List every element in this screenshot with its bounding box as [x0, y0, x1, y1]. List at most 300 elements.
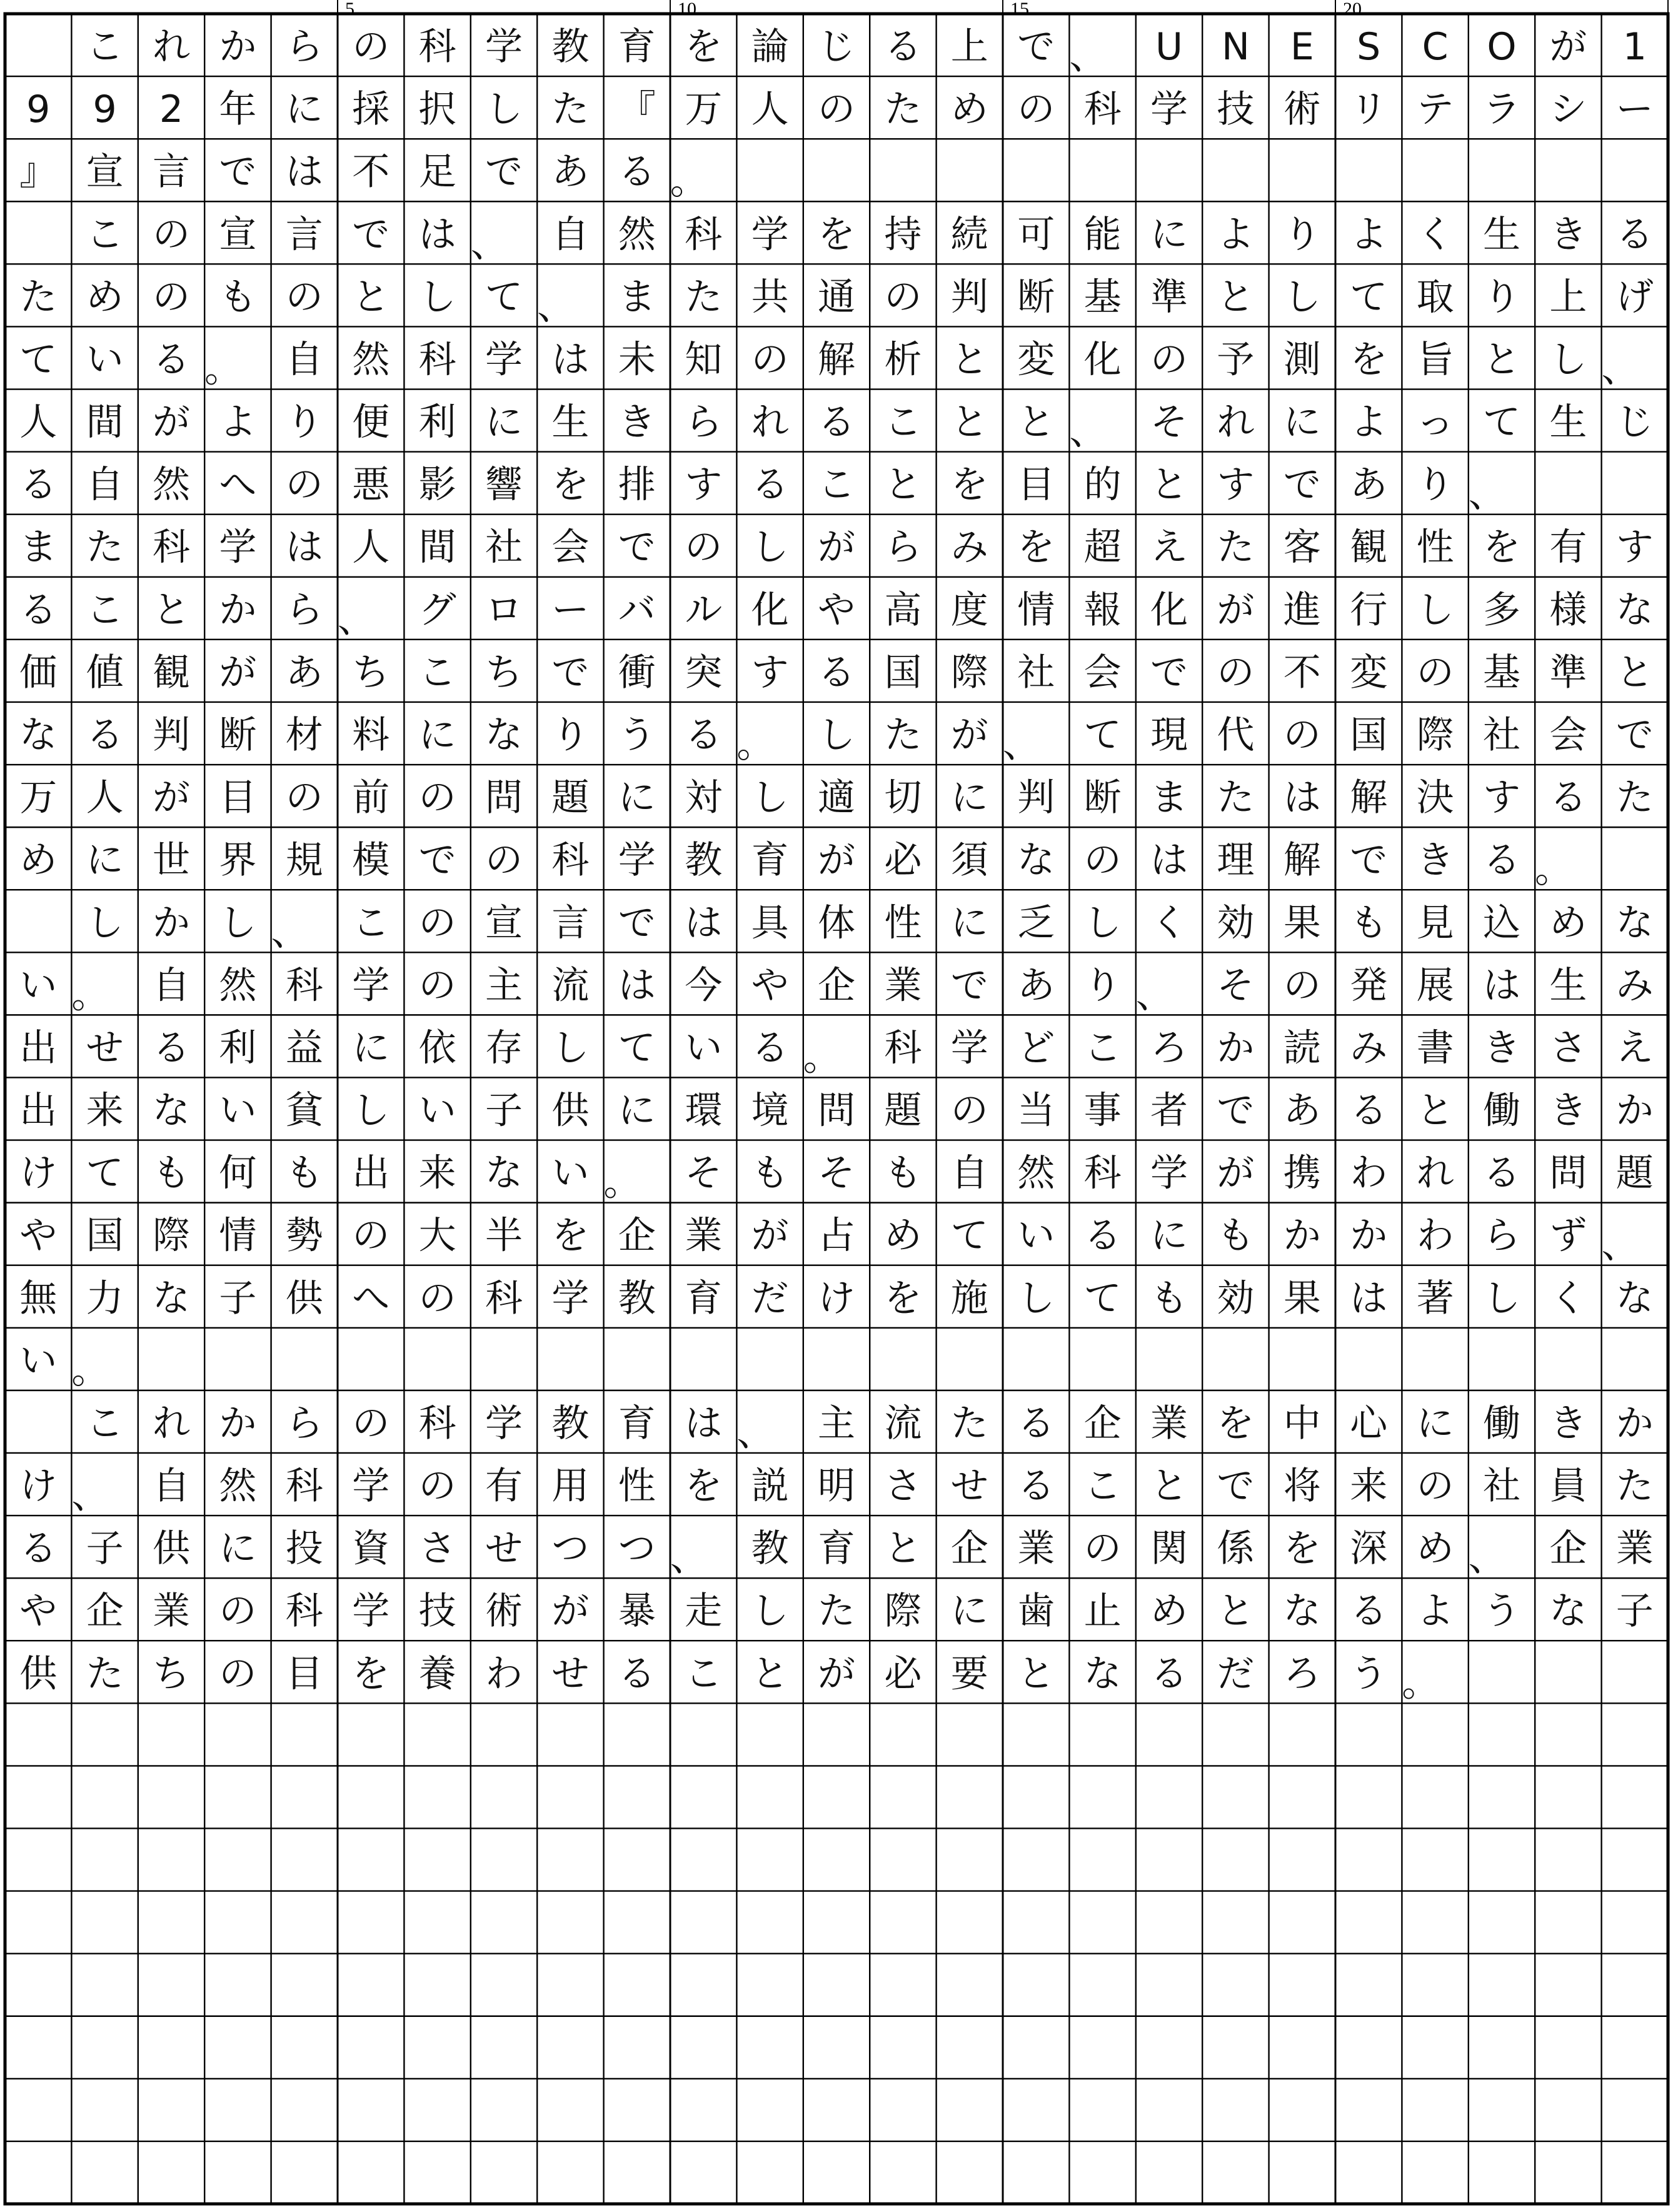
grid-character: し: [219, 901, 257, 945]
grid-character: て: [950, 1214, 988, 1258]
grid-character: 出: [19, 1026, 58, 1070]
grid-character: 学: [485, 338, 523, 382]
grid-character: も: [1350, 901, 1388, 945]
grid-character: は: [1150, 838, 1188, 883]
grid-character: を: [1283, 1527, 1321, 1571]
grid-character: 学: [352, 1464, 390, 1509]
grid-character: な: [19, 713, 58, 758]
grid-character: 必: [884, 1652, 922, 1696]
grid-character: 2: [159, 88, 184, 132]
grid-character: の: [1150, 338, 1188, 382]
grid-character: 1: [1622, 25, 1647, 69]
grid-character: 値: [86, 650, 124, 695]
grid-character: も: [1150, 1276, 1188, 1320]
grid-character: 国: [884, 650, 922, 695]
grid-character: こ: [86, 1401, 124, 1445]
grid-character: 業: [685, 1214, 723, 1258]
grid-character: そ: [685, 1151, 723, 1195]
grid-character: ま: [19, 525, 58, 570]
grid-character: 世: [153, 838, 190, 883]
grid-character: は: [551, 338, 590, 382]
grid-character: は: [685, 901, 723, 945]
grid-character: 人: [352, 525, 390, 570]
grid-character: 的: [1083, 463, 1122, 507]
grid-character: と: [352, 275, 390, 319]
grid-character: り: [551, 713, 590, 758]
grid-character: 然: [352, 338, 390, 382]
grid-character: 読: [1283, 1026, 1321, 1070]
grid-character: さ: [884, 1464, 922, 1509]
grid-character: 環: [685, 1088, 723, 1133]
grid-character: 将: [1283, 1464, 1321, 1509]
grid-character: う: [1350, 1652, 1388, 1696]
grid-character: つ: [618, 1527, 656, 1571]
grid-character: 技: [418, 1589, 456, 1634]
grid-character: 明: [818, 1464, 855, 1509]
grid-character: に: [950, 901, 988, 945]
grid-character: に: [1150, 213, 1188, 257]
grid-character: 材: [285, 713, 323, 758]
grid-character: 生: [1549, 400, 1587, 445]
grid-character: し: [1549, 338, 1587, 382]
grid-character: 然: [618, 213, 656, 257]
grid-character: の: [950, 1088, 988, 1133]
grid-character: あ: [551, 150, 590, 194]
grid-character: の: [285, 776, 323, 820]
grid-character: 間: [86, 400, 124, 445]
grid-character: 供: [19, 1652, 58, 1696]
grid-character: 。: [204, 347, 242, 391]
grid-character: 人: [19, 400, 58, 445]
grid-character: け: [818, 1276, 855, 1320]
grid-character: そ: [1150, 400, 1188, 445]
grid-character: る: [1083, 1214, 1122, 1258]
grid-character: も: [751, 1151, 789, 1195]
grid-character: か: [219, 25, 257, 69]
grid-character: の: [1416, 650, 1454, 695]
grid-character: 。: [1402, 1661, 1440, 1706]
ruler-number: 10: [678, 0, 696, 19]
grid-character: り: [1283, 213, 1321, 257]
grid-character: 進: [1283, 588, 1321, 632]
grid-character: で: [618, 525, 656, 570]
grid-character: 宣: [485, 901, 523, 945]
grid-character: し: [818, 713, 855, 758]
grid-character: と: [884, 463, 922, 507]
grid-character: が: [153, 776, 190, 820]
grid-character: 当: [1017, 1088, 1055, 1133]
grid-character: 題: [551, 776, 590, 820]
grid-character: の: [418, 776, 456, 820]
grid-character: け: [19, 1464, 58, 1509]
grid-character: 学: [950, 1026, 988, 1070]
grid-character: 持: [884, 213, 922, 257]
grid-character: 子: [86, 1527, 124, 1571]
grid-character: U: [1155, 25, 1183, 69]
grid-character: 教: [751, 1527, 789, 1571]
grid-character: め: [950, 88, 988, 132]
grid-character: 業: [1615, 1527, 1654, 1571]
grid-character: 。: [803, 1035, 841, 1080]
grid-character: 変: [1017, 338, 1055, 382]
grid-character: ら: [285, 588, 323, 632]
grid-character: あ: [285, 650, 323, 695]
grid-character: N: [1221, 25, 1250, 69]
grid-character: い: [219, 1088, 257, 1133]
grid-character: わ: [1350, 1151, 1388, 1195]
grid-character: 観: [153, 650, 190, 695]
grid-character: は: [1350, 1276, 1388, 1320]
grid-character: る: [19, 463, 58, 507]
grid-character: る: [19, 1527, 58, 1571]
grid-character: 基: [1483, 650, 1520, 695]
grid-character: 貧: [285, 1088, 323, 1133]
grid-character: せ: [950, 1464, 988, 1509]
grid-character: 業: [153, 1589, 190, 1634]
grid-character: 解: [818, 338, 855, 382]
grid-character: と: [950, 400, 988, 445]
grid-character: ロ: [485, 588, 523, 632]
grid-character: に: [86, 838, 124, 883]
grid-character: し: [1017, 1276, 1055, 1320]
grid-character: へ: [219, 463, 257, 507]
grid-character: 境: [751, 1088, 789, 1133]
grid-character: 有: [485, 1464, 523, 1509]
grid-character: 9: [93, 88, 117, 132]
grid-character: 養: [418, 1652, 456, 1696]
grid-character: 料: [352, 713, 390, 758]
grid-character: 著: [1416, 1276, 1454, 1320]
grid-character: は: [1483, 963, 1520, 1008]
grid-character: め: [1416, 1527, 1454, 1571]
grid-character: を: [685, 25, 723, 69]
grid-character: く: [1150, 901, 1188, 945]
grid-character: 予: [1217, 338, 1255, 382]
grid-character: 心: [1350, 1401, 1388, 1445]
grid-character: せ: [485, 1527, 523, 1571]
grid-character: な: [153, 1276, 190, 1320]
grid-character: 性: [618, 1464, 656, 1509]
grid-character: で: [1217, 1088, 1255, 1133]
grid-character: と: [751, 1652, 789, 1696]
grid-character: な: [153, 1088, 190, 1133]
grid-character: 術: [485, 1589, 523, 1634]
grid-character: 。: [71, 1348, 109, 1392]
grid-character: こ: [818, 463, 855, 507]
grid-character: て: [86, 1151, 124, 1195]
grid-character: 科: [153, 525, 190, 570]
grid-character: 宣: [219, 213, 257, 257]
grid-character: 析: [884, 338, 922, 382]
grid-character: 書: [1416, 1026, 1454, 1070]
grid-character: 決: [1416, 776, 1454, 820]
grid-character: も: [884, 1151, 922, 1195]
grid-character: が: [818, 838, 855, 883]
grid-character: れ: [751, 400, 789, 445]
grid-character: を: [1017, 525, 1055, 570]
grid-character: 規: [285, 838, 323, 883]
grid-character: の: [1283, 713, 1321, 758]
grid-character: し: [1483, 1276, 1520, 1320]
grid-character: 流: [884, 1401, 922, 1445]
grid-character: 学: [352, 963, 390, 1008]
grid-character: 、: [1002, 723, 1040, 767]
grid-character: こ: [86, 588, 124, 632]
grid-character: ー: [1615, 88, 1654, 132]
grid-character: 学: [485, 1401, 523, 1445]
grid-character: よ: [1217, 213, 1255, 257]
grid-character: る: [1350, 1589, 1388, 1634]
grid-character: り: [1416, 463, 1454, 507]
grid-character: 自: [153, 1464, 190, 1509]
grid-character: わ: [485, 1652, 523, 1696]
grid-character: S: [1357, 25, 1381, 69]
grid-character: バ: [618, 588, 656, 632]
grid-character: る: [685, 713, 723, 758]
grid-character: 科: [285, 963, 323, 1008]
grid-character: で: [950, 963, 988, 1008]
grid-character: 影: [418, 463, 456, 507]
grid-character: 、: [1468, 1536, 1506, 1581]
grid-character: て: [1083, 713, 1122, 758]
grid-character: が: [219, 650, 257, 695]
grid-character: た: [884, 713, 922, 758]
grid-character: 学: [551, 1276, 590, 1320]
grid-character: か: [153, 901, 190, 945]
grid-character: い: [418, 1088, 456, 1133]
grid-character: り: [1083, 963, 1122, 1008]
grid-character: あ: [1350, 463, 1388, 507]
grid-character: 問: [818, 1088, 855, 1133]
grid-character: か: [1615, 1088, 1654, 1133]
grid-character: だ: [1217, 1652, 1255, 1696]
grid-character: 乏: [1017, 901, 1055, 945]
grid-character: 人: [751, 88, 789, 132]
grid-character: 企: [86, 1589, 124, 1634]
grid-character: 発: [1350, 963, 1388, 1008]
grid-character: 社: [1017, 650, 1055, 695]
grid-character: 資: [352, 1527, 390, 1571]
grid-character: 学: [485, 25, 523, 69]
grid-character: ラ: [1483, 88, 1520, 132]
grid-character: 効: [1217, 901, 1255, 945]
grid-character: 説: [751, 1464, 789, 1509]
grid-character: め: [86, 275, 124, 319]
grid-character: 。: [603, 1160, 641, 1205]
grid-character: ら: [884, 525, 922, 570]
grid-character: に: [1283, 400, 1321, 445]
grid-character: 、: [1135, 973, 1173, 1017]
grid-character: 性: [884, 901, 922, 945]
grid-character: 力: [86, 1276, 124, 1320]
grid-character: 自: [153, 963, 190, 1008]
grid-character: 言: [551, 901, 590, 945]
grid-character: し: [485, 88, 523, 132]
grid-character: 際: [1416, 713, 1454, 758]
grid-character: 勢: [285, 1214, 323, 1258]
grid-character: 術: [1283, 88, 1321, 132]
grid-character: え: [1615, 1026, 1654, 1070]
grid-character: 模: [352, 838, 390, 883]
grid-character: の: [485, 838, 523, 883]
grid-character: 度: [950, 588, 988, 632]
grid-character: こ: [884, 400, 922, 445]
grid-character: が: [950, 713, 988, 758]
grid-character: な: [485, 713, 523, 758]
grid-character: 。: [736, 723, 775, 767]
grid-character: 性: [1416, 525, 1454, 570]
grid-character: の: [1217, 650, 1255, 695]
grid-character: 通: [818, 275, 855, 319]
grid-character: O: [1487, 25, 1517, 69]
grid-character: 見: [1416, 901, 1454, 945]
grid-character: 走: [685, 1589, 723, 1634]
grid-character: に: [418, 713, 456, 758]
grid-character: っ: [1416, 400, 1454, 445]
grid-character: 育: [685, 1276, 723, 1320]
grid-character: に: [219, 1527, 257, 1571]
grid-character: と: [1217, 1589, 1255, 1634]
grid-character: 育: [751, 838, 789, 883]
grid-character: 来: [86, 1088, 124, 1133]
grid-character: つ: [551, 1527, 590, 1571]
grid-character: 教: [551, 25, 590, 69]
grid-character: け: [19, 1151, 58, 1195]
grid-character: 有: [1549, 525, 1587, 570]
grid-character: リ: [1350, 88, 1388, 132]
grid-character: み: [1615, 963, 1654, 1008]
grid-character: 何: [219, 1151, 257, 1195]
grid-character: な: [1017, 838, 1055, 883]
grid-character: 排: [618, 463, 656, 507]
grid-character: 半: [485, 1214, 523, 1258]
grid-character: う: [618, 713, 656, 758]
grid-character: し: [751, 776, 789, 820]
grid-character: が: [1217, 1151, 1255, 1195]
grid-character: の: [818, 88, 855, 132]
grid-character: 多: [1483, 588, 1520, 632]
grid-character: 取: [1416, 275, 1454, 319]
grid-character: い: [551, 1151, 590, 1195]
grid-character: 供: [551, 1088, 590, 1133]
grid-character: 企: [950, 1527, 988, 1571]
grid-character: 科: [551, 838, 590, 883]
grid-character: た: [19, 275, 58, 319]
grid-character: 不: [352, 150, 390, 194]
grid-character: こ: [1083, 1464, 1122, 1509]
grid-character: 学: [1150, 88, 1188, 132]
grid-character: 然: [219, 963, 257, 1008]
grid-character: 問: [1549, 1151, 1587, 1195]
grid-character: 教: [618, 1276, 656, 1320]
grid-character: 、: [1069, 34, 1107, 79]
grid-character: れ: [153, 25, 190, 69]
grid-character: の: [285, 275, 323, 319]
grid-character: 社: [485, 525, 523, 570]
grid-character: に: [618, 1088, 656, 1133]
grid-character: テ: [1416, 88, 1454, 132]
grid-character: 論: [751, 25, 789, 69]
grid-character: る: [1549, 776, 1587, 820]
grid-character: 学: [751, 213, 789, 257]
grid-character: る: [1483, 838, 1520, 883]
grid-character: 超: [1083, 525, 1122, 570]
grid-character: こ: [1083, 1026, 1122, 1070]
grid-character: 生: [551, 400, 590, 445]
grid-character: 供: [285, 1276, 323, 1320]
grid-character: の: [1416, 1464, 1454, 1509]
grid-character: で: [551, 650, 590, 695]
grid-character: シ: [1549, 88, 1587, 132]
grid-character: る: [818, 400, 855, 445]
grid-character: E: [1290, 25, 1314, 69]
grid-character: に: [485, 400, 523, 445]
grid-character: 学: [352, 1589, 390, 1634]
grid-character: や: [818, 588, 855, 632]
grid-character: 流: [551, 963, 590, 1008]
grid-character: れ: [1416, 1151, 1454, 1195]
grid-character: で: [418, 838, 456, 883]
grid-character: 業: [884, 963, 922, 1008]
grid-character: や: [19, 1214, 58, 1258]
grid-character: 不: [1283, 650, 1321, 695]
grid-character: や: [19, 1589, 58, 1634]
grid-character: な: [1615, 588, 1654, 632]
grid-character: う: [1483, 1589, 1520, 1634]
grid-character: 子: [1615, 1589, 1654, 1634]
grid-character: 教: [551, 1401, 590, 1445]
grid-character: 悪: [352, 463, 390, 507]
grid-character: が: [751, 1214, 789, 1258]
grid-character: ろ: [1150, 1026, 1188, 1070]
grid-character: 、: [736, 1410, 775, 1455]
grid-character: の: [352, 25, 390, 69]
grid-character: 客: [1283, 525, 1321, 570]
grid-character: 然: [153, 463, 190, 507]
grid-character: ー: [551, 588, 590, 632]
grid-character: 行: [1350, 588, 1388, 632]
grid-character: る: [1350, 1088, 1388, 1133]
grid-character: 上: [1549, 275, 1587, 319]
grid-character: く: [1549, 1276, 1587, 1320]
grid-character: を: [685, 1464, 723, 1509]
grid-character: 、: [670, 1536, 708, 1581]
grid-character: 観: [1350, 525, 1388, 570]
grid-character: 、: [1468, 472, 1506, 516]
grid-character: を: [1350, 338, 1388, 382]
grid-character: 子: [485, 1088, 523, 1133]
grid-character: 主: [818, 1401, 855, 1445]
grid-character: か: [219, 1401, 257, 1445]
grid-character: に: [1150, 1214, 1188, 1258]
grid-character: を: [1483, 525, 1520, 570]
grid-character: 際: [950, 650, 988, 695]
grid-character: そ: [818, 1151, 855, 1195]
grid-character: で: [1350, 838, 1388, 883]
ruler-number: 5: [345, 0, 354, 19]
grid-character: で: [1615, 713, 1654, 758]
grid-character: は: [685, 1401, 723, 1445]
grid-character: な: [1283, 1589, 1321, 1634]
grid-character: ち: [352, 650, 390, 695]
grid-character: は: [618, 963, 656, 1008]
grid-character: る: [1615, 213, 1654, 257]
grid-character: 科: [418, 338, 456, 382]
grid-character: た: [1615, 1464, 1654, 1509]
grid-character: よ: [1350, 400, 1388, 445]
grid-character: 働: [1483, 1401, 1520, 1445]
grid-character: な: [485, 1151, 523, 1195]
